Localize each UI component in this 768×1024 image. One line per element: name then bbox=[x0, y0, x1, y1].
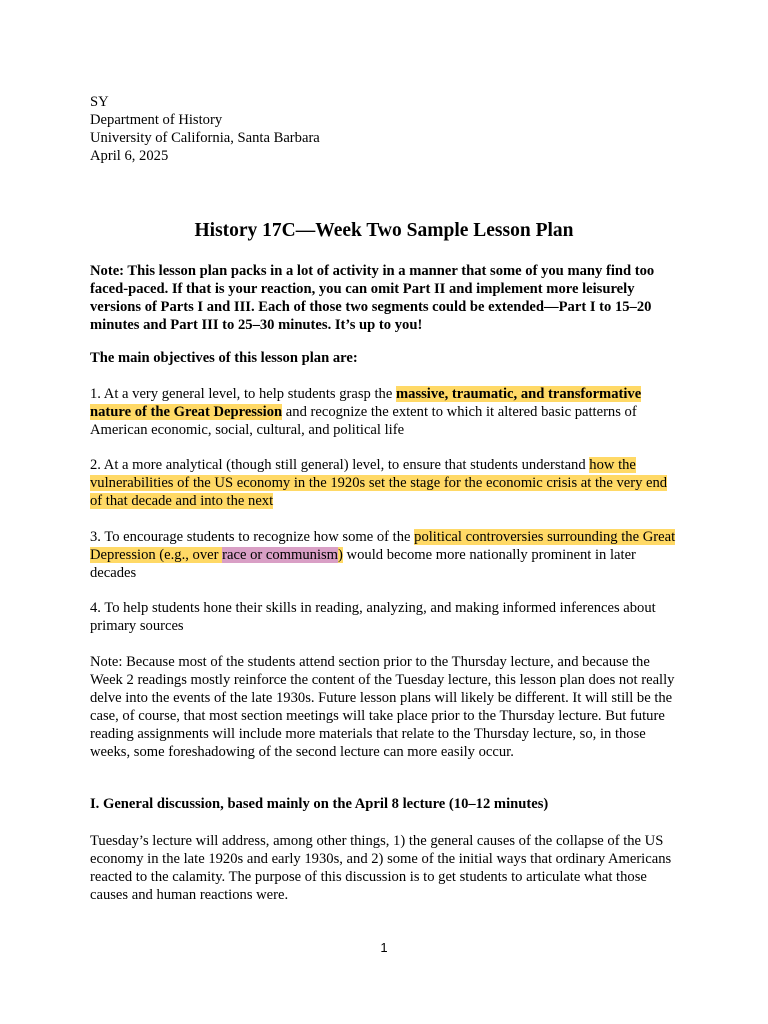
objective-1-pre: 1. At a very general level, to help students grasp the bbox=[90, 386, 396, 402]
objective-item-3 bbox=[90, 528, 680, 582]
objectives-heading: The main objectives of this lesson plan are: bbox=[90, 350, 358, 366]
objective-1-post: and recognize the extent to which it altered basic patterns of American economic, social, cultural, and political life bbox=[90, 404, 637, 438]
objective-item-2 bbox=[90, 456, 680, 510]
section-one-body: Tuesday’s lecture will address, among other things, 1) the general causes of the collapse of the US economy in the late 1920s and early 1930s, and 2) some of the initial ways that ordinary Americans reacted to the calamity. The purpose of this discussion is to get students to articulate what those causes and human reactions were. bbox=[90, 833, 672, 903]
scheduling-note: Note: Because most of the students attend section prior to the Thursday lecture, and because the Week 2 readings mostly reinforce the content of the Tuesday lecture, this lesson plan does not really delve into the events of the late 1930s. Future lesson plans will likely be different. It will still be the case, of course, that most section meetings will take place prior to the Thursday lecture. But future reading assignments will include more materials that relate to the Thursday lecture, so, in those weeks, some foreshadowing of the second lecture can more easily occur. bbox=[90, 654, 675, 760]
document-date: April 6, 2025 bbox=[90, 148, 169, 164]
university-name: University of California, Santa Barbara bbox=[90, 130, 320, 146]
objective-2-highlight: how the vulnerabilities of the US economy in the 1920s set the stage for the economic crisis at the very end of that decade and into the next bbox=[90, 457, 668, 509]
objective-2-pre: 2. At a more analytical (though still general) level, to ensure that students understand bbox=[90, 457, 590, 473]
objective-1-highlight: massive, traumatic, and transformative nature of the Great Depression bbox=[90, 386, 642, 420]
objective-item-1 bbox=[90, 385, 680, 439]
objective-3-pre: 3. To encourage students to recognize how some of the bbox=[90, 529, 415, 545]
objective-3-highlight-end: ) bbox=[338, 547, 343, 563]
page-title: History 17C—Week Two Sample Lesson Plan bbox=[194, 220, 574, 241]
objective-3-highlight-pink: race or communism bbox=[222, 547, 339, 563]
letter-header bbox=[90, 93, 680, 165]
objective-3-post: would become more nationally prominent in later decades bbox=[90, 547, 636, 581]
department-name: Department of History bbox=[90, 112, 223, 128]
pacing-note: Note: This lesson plan packs in a lot of activity in a manner that some of you many find too faced-paced. If that is your reaction, you can omit Part II and implement more leisurely versions of Parts I and III. Each of those two segments could be extended—Part I to 15–20 minutes and Part III to 25–30 minutes. It’s up to you! bbox=[90, 263, 655, 333]
section-one-heading: I. General discussion, based mainly on the April 8 lecture (10–12 minutes) bbox=[90, 796, 549, 812]
document-body bbox=[90, 93, 680, 903]
objective-item-4: 4. To help students hone their skills in reading, analyzing, and making informed inferences about primary sources bbox=[90, 600, 656, 634]
objective-3-highlight: political controversies surrounding the Great Depression (e.g., over bbox=[90, 529, 676, 563]
page-number: 1 bbox=[380, 940, 388, 955]
author-initials: SY bbox=[90, 94, 109, 110]
